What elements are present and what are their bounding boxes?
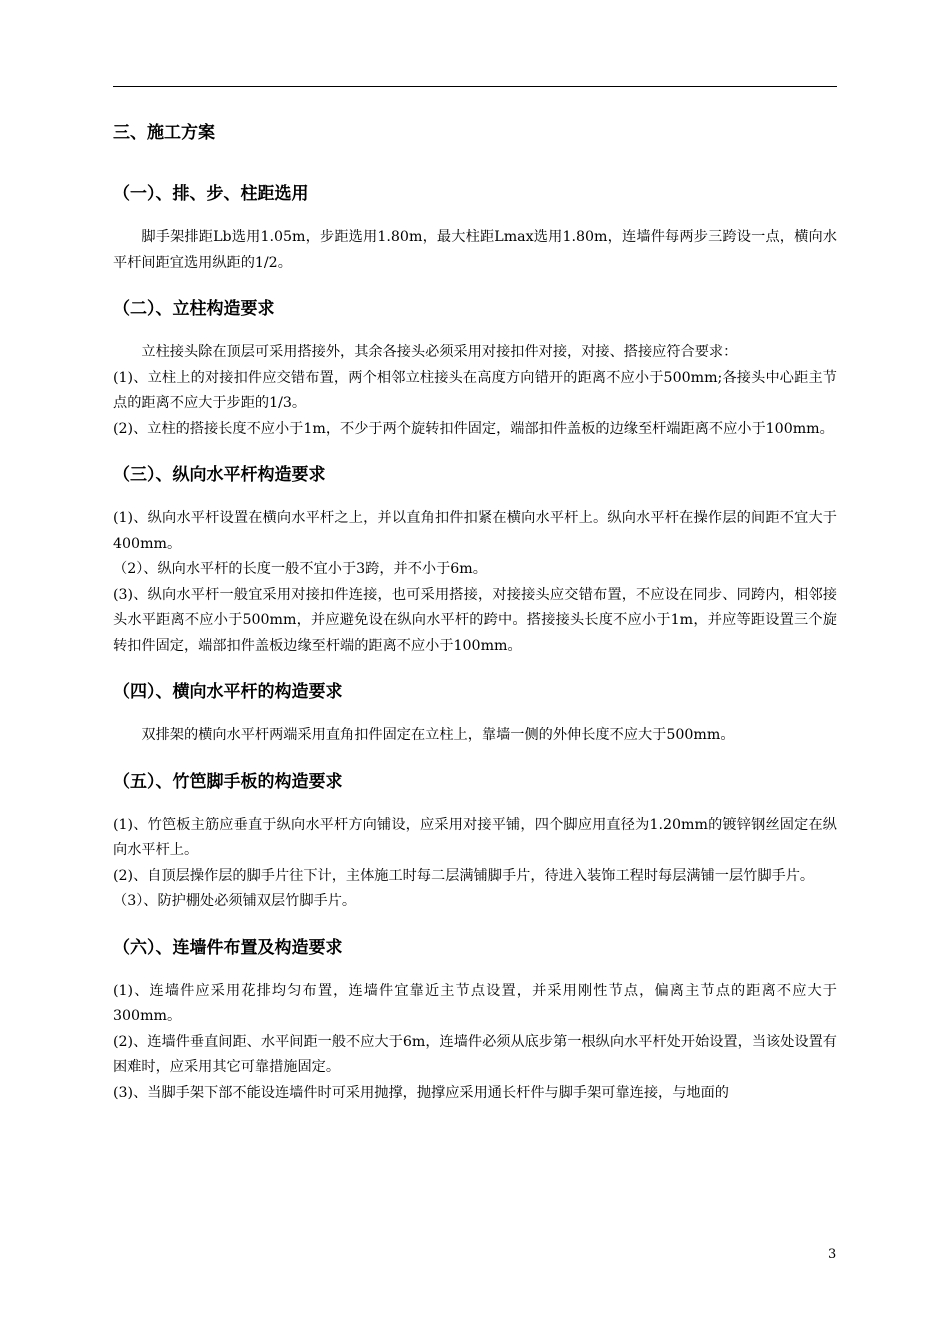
page-number: 3 [828,1247,837,1262]
header-rule [113,86,837,87]
section-body [113,225,837,276]
list-item: （3）、防护棚处必须铺双层竹脚手片。 [113,893,357,909]
section-heading: （二）、立柱构造要求 [113,299,275,319]
list-item: (2)、自顶层操作层的脚手片往下计，主体施工时每二层满铺脚手片，待进入装饰工程时每层满铺一层竹脚手片。 [113,867,815,884]
section-body [113,506,837,659]
section-body [113,340,837,442]
list-item: (3)、纵向水平杆一般宜采用对接扣件连接，也可采用搭接，对接接头应交错布置，不应设在同步、同跨内，相邻接头水平距离不应小于500mm，并应避免设在纵向水平杆的跨中。搭接接头长度不应小于1m，并应等距设置三个旋转扣件固定，端部扣件盖板边缘至杆端的距离不应小于100mm。 [113,586,837,654]
list-item: (1)、立柱上的对接扣件应交错布置，两个相邻立柱接头在高度方向错开的距离不应小于500mm;各接头中心距主节点的距离不应大于步距的1/3。 [113,369,837,411]
list-item: (3)、当脚手架下部不能设连墙件时可采用抛撑，抛撑应采用通长杆件与脚手架可靠连接，与地面的 [113,1084,729,1101]
list-item: (2)、立柱的搭接长度不应小于1m，不少于两个旋转扣件固定，端部扣件盖板的边缘至杆端距离不应小于100mm。 [113,420,834,437]
list-item: (2)、连墙件垂直间距、水平间距一般不应大于6m，连墙件必须从底步第一根纵向水平杆处开始设置，当该处设置有困难时，应采用其它可靠措施固定。 [113,1033,837,1075]
section-heading: （五）、竹笆脚手板的构造要求 [113,771,343,792]
section-heading: （三）、纵向水平杆构造要求 [113,465,326,485]
paragraph: 立柱接头除在顶层可采用搭接外，其余各接头必须采用对接扣件对接，对接、搭接应符合要求： [141,344,738,360]
list-item: (1)、纵向水平杆设置在横向水平杆之上，并以直角扣件扣紧在横向水平杆上。纵向水平杆在操作层的间距不宜大于400mm。 [113,510,837,552]
section-heading: （六）、连墙件布置及构造要求 [113,937,343,958]
page-content [113,118,837,1124]
paragraph: 脚手架排距Lb选用1.05m，步距选用1.80m，最大柱距Lmax选用1.80m，连墙件每两步三跨设一点，横向水平杆间距宜选用纵距的1/2。 [113,229,837,271]
section-body [113,813,837,915]
section-body [113,979,837,1107]
list-item: (1)、竹笆板主筋应垂直于纵向水平杆方向铺设，应采用对接平铺，四个脚应用直径为1.20mm的镀锌钢丝固定在纵向水平杆上。 [113,816,837,858]
list-item: （2）、纵向水平杆的长度一般不宜小于3跨，并不小于6m。 [113,561,487,577]
paragraph: 双排架的横向水平杆两端采用直角扣件固定在立柱上，靠墙一侧的外伸长度不应大于500mm。 [141,727,735,743]
section-body [113,723,837,749]
list-item: (1)、连墙件应采用花排均匀布置，连墙件宜靠近主节点设置，并采用刚性节点，偏离主节点的距离不应大于300mm。 [113,982,837,1024]
chapter-title: 三、施工方案 [113,123,215,143]
section-heading: （一）、排、步、柱距选用 [113,184,309,204]
section-heading: （四）、横向水平杆的构造要求 [113,682,343,702]
